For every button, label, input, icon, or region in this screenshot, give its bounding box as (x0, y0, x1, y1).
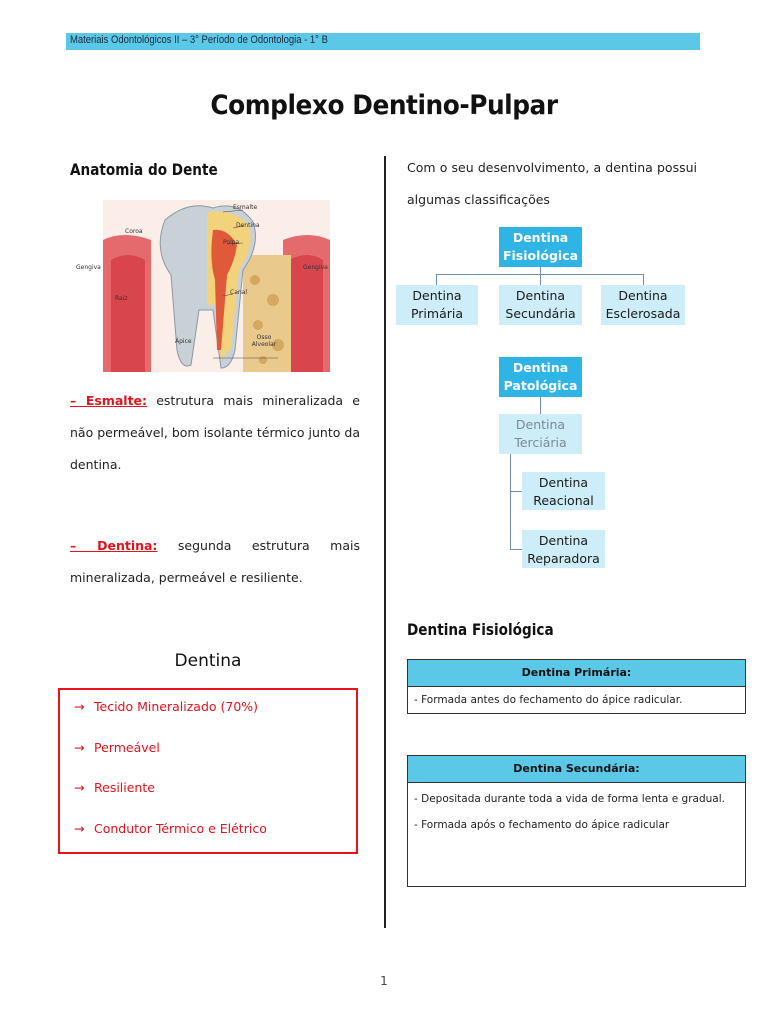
anatomy-heading: Anatomia do Dente (70, 160, 218, 179)
esmalte-paragraph (70, 385, 360, 481)
connector-line (540, 274, 541, 285)
node-dentina-reacional: Dentina Reacional (522, 472, 605, 510)
label-apice: Ápice (175, 338, 192, 345)
label-raiz: Raiz (115, 295, 128, 302)
page-title: Complexo Dentino-Pulpar (210, 90, 558, 121)
label-canal: Canal (230, 289, 248, 296)
property-item: → Condutor Térmico e Elétrico (74, 821, 267, 836)
connector-line (643, 274, 644, 285)
esmalte-text: estrutura mais mineralizada e não permeável, bom isolante térmico junto da dentina. (70, 393, 360, 472)
property-item: → Permeável (74, 740, 160, 755)
property-item: → Tecido Mineralizado (70%) (74, 699, 259, 714)
arrow-right-icon: → (74, 780, 85, 795)
label-coroa: Coroa (125, 228, 143, 235)
label-polpa: Polpa (223, 239, 240, 246)
page-number: 1 (380, 974, 388, 988)
label-esmalte: Esmalte (233, 204, 258, 211)
property-item: → Resiliente (74, 780, 155, 795)
column-divider (384, 156, 386, 928)
tooth-illustration (76, 200, 330, 372)
table-cell: - Depositada durante toda a vida de forma lenta e gradual. (414, 793, 725, 805)
connector-line (510, 549, 522, 550)
node-dentina-patologica: Dentina Patológica (499, 357, 582, 397)
connector-line (540, 397, 541, 414)
arrow-right-icon: → (74, 699, 85, 714)
connector-line (436, 274, 437, 285)
classification-intro: Com o seu desenvolvimento, a dentina possui algumas classificações (407, 160, 697, 207)
table-dentina-secundaria (407, 755, 746, 887)
node-dentina-secundaria: Dentina Secundária (499, 285, 582, 325)
table-dentina-primaria (407, 659, 746, 714)
arrow-right-icon: → (74, 821, 85, 836)
arrow-right-icon: → (74, 740, 85, 755)
node-dentina-fisiologica: Dentina Fisiológica (499, 227, 582, 267)
node-dentina-esclerosada: Dentina Esclerosada (601, 285, 685, 325)
label-gengiva-right: Gengiva (303, 264, 328, 271)
dentina-term: – Dentina: (70, 538, 158, 553)
connector-line (510, 491, 522, 492)
dentina-heading: Dentina (174, 651, 242, 671)
dentina-text: segunda estrutura mais mineralizada, permeável e resiliente. (70, 538, 360, 585)
esmalte-term: – Esmalte: (70, 393, 148, 408)
dentina-paragraph (70, 530, 360, 594)
table-cell: - Formada após o fechamento do ápice radicular (414, 819, 670, 831)
label-dentina: Dentina (236, 222, 260, 229)
table-header: Dentina Primária: (408, 660, 745, 687)
connector-line (540, 267, 541, 274)
table-cell: - Formada antes do fechamento do ápice radicular. (414, 694, 683, 706)
label-osso-alveolar: Osso Alveolar (251, 334, 277, 348)
dentina-properties-box (58, 688, 358, 854)
table-header: Dentina Secundária: (408, 756, 745, 783)
node-dentina-reparadora: Dentina Reparadora (522, 530, 605, 568)
node-dentina-terciaria: Dentina Terciária (499, 414, 582, 454)
header-text: Materiais Odontológicos II – 3° Período de Odontologia - 1° B (70, 34, 328, 46)
label-gengiva-left: Gengiva (76, 264, 101, 271)
node-dentina-primaria: Dentina Primária (396, 285, 478, 325)
connector-line (510, 454, 511, 550)
fisiologica-heading: Dentina Fisiológica (407, 620, 554, 639)
